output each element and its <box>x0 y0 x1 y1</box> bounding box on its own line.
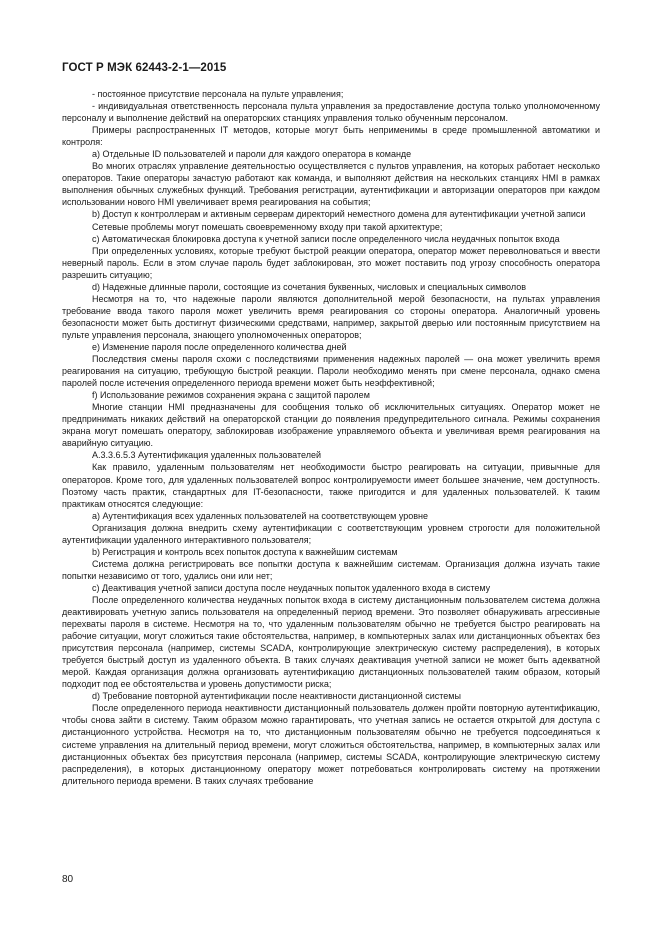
paragraph: c) Деактивация учетной записи доступа после неудачных попыток удаленного входа в систему <box>92 582 491 593</box>
paragraph: f) Использование режимов сохранения экрана с защитой паролем <box>92 390 370 401</box>
document-body <box>62 88 600 787</box>
paragraph: При определенных условиях, которые требуют быстрой реакции оператора, оператор может переволноваться и ввести неверный пароль. Если в этом случае пароль будет заблокирован, это может поставить под угрозу способность оператора разрешить ситуацию; <box>62 245 600 280</box>
paragraph: b) Регистрация и контроль всех попыток доступа к важнейшим системам <box>92 546 398 557</box>
document-header: ГОСТ Р МЭК 62443-2-1—2015 <box>62 62 227 74</box>
paragraph: После определенного количества неудачных попыток входа в систему дистанционным пользователем система должна деактивировать учетную запись пользователя на определенный период времени. Это позволяет обнаруживать агрессивные перехваты пароля в системе. Несмотря на то, что удаленным пользователям обычно не требуется быстро реагировать на рабочие ситуации, могут сложиться такие обстоятельства, например, в компьютерных залах или дистанционных объектах без присутствия персонала (например, системы SCADA, контролирующие электрическую систему распределения), в которых требуется быстрый доступ из удаленного объекта. В таких случаях деактивация учетной записи не может быть адекватной мерой. Каждая организация должна организовать аутентификацию дистанционных пользователей таким образом, который подходит под ее обстоятельства и уровень допустимости риска; <box>62 594 600 690</box>
paragraph: d) Требование повторной аутентификации после неактивности дистанционной системы <box>92 691 461 702</box>
paragraph: а) Отдельные ID пользователей и пароли для каждого оператора в команде <box>92 149 412 160</box>
paragraph: Многие станции HMI предназначены для сообщения только об исключительных ситуациях. Оператор может не предпринимать никаких действий на операторской станции до появления предупредительного сигнала. Режимы сохранения экрана могут помешать оператору, заблокировав изображение управляемого объекта и увеличивая время реагирования на аварийную ситуацию. <box>62 402 600 449</box>
paragraph: а) Аутентификация всех удаленных пользователей на соответствующем уровне <box>92 510 428 521</box>
paragraph: d) Надежные длинные пароли, состоящие из сочетания буквенных, числовых и специальных символов <box>92 281 526 292</box>
paragraph: е) Изменение пароля после определенного количества дней <box>92 341 347 352</box>
paragraph: После определенного периода неактивности дистанционный пользователь должен пройти повторную аутентификацию, чтобы снова зайти в систему. Таким образом можно гарантировать, что учетная запись не остается открытой для доступа с дистанционного устройства. Несмотря на то, что дистанционным пользователям обычно не требуется подсоединяться к системе управления на длительный период времени, могут сложиться обстоятельства, например, в компьютерных залах или дистанционных объектах без присутствия персонала (например, системы SCADA, контролирующие электрическую систему распределения), в которых дистанционному оператору может потребоваться контролировать систему на протяжении длительного периода времени. В таких случаях требование <box>62 703 600 786</box>
paragraph: Во многих отраслях управление деятельностью осуществляется с пультов управления, на которых работает несколько операторов. Такие операторы зачастую работают как команда, и выполняют действия на нескольких станциях HMI в рамках выполнения обычных служебных функций. Требования регистрации, аутентификации и авторизации операторов при каждом использовании нового HMI увеличивает время реагирования на события; <box>62 161 600 208</box>
paragraph: Сетевые проблемы могут помешать своевременному входу при такой архитектуре; <box>92 221 443 232</box>
paragraph: b) Доступ к контроллерам и активным серверам директорий неместного домена для аутентификации учетной записи <box>92 209 586 220</box>
paragraph: Несмотря на то, что надежные пароли являются дополнительной мерой безопасности, на пультах управления требование ввода такого пароля может увеличить время реагирования со стороны оператора. Аналогичный уровень безопасности может быть достигнут физическими средствами, например, закрытой дверью или постоянным присутствием на пульте управления персонала, знающего уполномоченных операторов; <box>62 293 600 340</box>
page-number: 80 <box>62 874 74 885</box>
paragraph: - постоянное присутствие персонала на пульте управления; <box>92 89 344 99</box>
paragraph: Система должна регистрировать все попытки доступа к важнейшим системам. Организация должна изучать такие попытки независимо от того, удались они или нет; <box>62 558 600 581</box>
paragraph: Примеры распространенных IT методов, которые могут быть неприменимы в среде промышленной автоматики и контроля: <box>62 125 600 148</box>
paragraph: Последствия смены пароля схожи с последствиями применения надежных паролей — она может увеличить время реагирования на ситуацию, требующую быстрой реакции. Пароли необходимо менять при смене персонала, однако смена паролей после истечения определенного периода времени может быть неэффективной; <box>62 354 600 389</box>
paragraph: Организация должна внедрить схему аутентификации с соответствующим уровнем строгости для положительной аутентификации удаленного интерактивного пользователя; <box>62 522 600 545</box>
paragraph: - индивидуальная ответственность персонала пульта управления за предоставление доступа только уполномоченному персоналу и выполнение действий на операторских станциях управления только обученным персоналом. <box>62 101 600 124</box>
paragraph: Как правило, удаленным пользователям нет необходимости быстро реагировать на ситуации, привычные для операторов. Кроме того, для удаленных пользователей вопрос контролируемости имеет большее значение, чем доступность. Поэтому часть практик, стандартных для IT-безопасности, также пригодится и для удаленных пользователей. К таким практикам относятся следующие: <box>62 462 600 509</box>
section-heading: А.3.3.6.5.3 Аутентификация удаленных пользователей <box>92 450 321 461</box>
paragraph: c) Автоматическая блокировка доступа к учетной записи после определенного числа неудачных попыток входа <box>92 233 560 244</box>
